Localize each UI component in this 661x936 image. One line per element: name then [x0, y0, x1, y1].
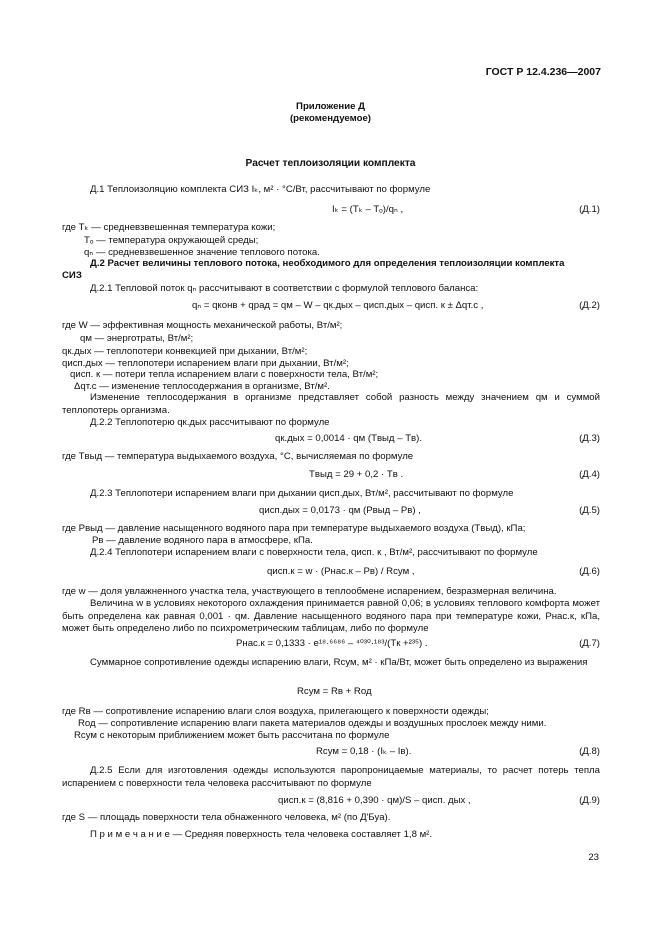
paragraph-change: Изменение теплосодержания в организме представляет собой разность между значением qм и суммой теплопотерь организма.: [62, 392, 600, 416]
formula-rsum: Rсум = Rв + Rод: [297, 686, 372, 697]
where-item: Rод — сопротивление испарению влаги пакета материалов одежды и воздушных прослоек между ними.: [78, 718, 547, 729]
formula-d8: Rсум = 0,18 · (Iₖ – Iв).: [316, 746, 412, 757]
paragraph-tvyd: где Tвыд — температура выдыхаемого воздуха, °C, вычисляемая по формуле: [62, 451, 414, 462]
paragraph-d25: Д.2.5 Если для изготовления одежды используются паропроницаемые материалы, то расчет потерь тепла испарением с поверхности тела человека рассчитывают по формуле: [62, 765, 600, 789]
where-item: Tₒ — температура окружающей среды;: [84, 235, 259, 246]
where-item: Δqт.с — изменение теплосодержания в организме, Вт/м².: [74, 381, 330, 392]
where-item: где Pвыд — давление насыщенного водяного пара при температуре выдыхаемого воздуха (Tвыд), кПа;: [62, 523, 526, 534]
equation-number-d3: (Д.3): [579, 433, 600, 444]
formula-d5: qисп.дых = 0,0173 · qм (Pвыд – Pв) ,: [259, 505, 421, 516]
paragraph-d23: Д.2.3 Теплопотери испарением влаги при дыхании qисп.дых, Вт/м², рассчитывают по формуле: [90, 488, 514, 499]
appendix-title: Приложение Д: [296, 101, 365, 112]
paragraph-d1: Д.1 Теплоизоляцию комплекта СИЗ Iₖ, м² · °C/Вт, рассчитывают по формуле: [90, 184, 431, 195]
where-item: Pв — давление водяного пара в атмосфере, кПа.: [92, 535, 313, 546]
equation-number-d2: (Д.2): [579, 300, 600, 311]
formula-d4: Tвыд = 29 + 0,2 · Tв .: [309, 469, 404, 480]
formula-d1: Iₖ = (Tₖ – Tₒ)/qₙ ,: [332, 204, 404, 215]
heading-d2: Д.2 Расчет величины теплового потока, необходимого для определения теплоизоляции комплекта: [90, 258, 565, 269]
document-header: ГОСТ Р 12.4.236—2007: [485, 66, 601, 78]
paragraph-d24: Д.2.4 Теплопотери испарением влаги с поверхности тела, qисп. к , Вт/м², рассчитывают по формуле: [90, 547, 538, 558]
where-item: Rсум с некоторым приближением может быть рассчитана по формуле: [74, 730, 390, 741]
paragraph-value: Величина w в условиях некоторого охлаждения принимается равной 0,06; в условиях теплового комфорта может быть определена как равная 0,001 · qм. Давление насыщенного водяного пара при температуре кожи, Pнас.к, кПа, может быть определено либо по психрометрическим таблицам, либо по формуле: [62, 598, 600, 634]
formula-d6: qисп.к = w · (Pнас.к – Pв) / Rсум ,: [267, 566, 415, 577]
paragraph-d22: Д.2.2 Теплопотерю qк.дых рассчитывают по формуле: [90, 417, 330, 428]
formula-d9: qисп.к = (8,816 + 0,390 · qм)/S – qисп. дых ,: [278, 795, 471, 806]
note: П р и м е ч а н и е — Средняя поверхность тела человека составляет 1,8 м².: [90, 829, 433, 840]
equation-number-d1: (Д.1): [579, 204, 600, 215]
where-item: qк.дых — теплопотери конвекцией при дыхании, Вт/м²;: [62, 346, 308, 357]
section-title: Расчет теплоизоляции комплекта: [245, 158, 416, 169]
equation-number-d8: (Д.8): [579, 746, 600, 757]
where-item: qисп. к — потери тепла испарением влаги с поверхности тела, Вт/м²;: [70, 369, 379, 380]
where-item: где Rв — сопротивление испарению влаги слоя воздуха, прилегающего к поверхности одежды;: [62, 706, 489, 717]
equation-number-d9: (Д.9): [579, 795, 600, 806]
formula-d7: Pнас.к = 0,1333 · e¹⁸·⁶⁶⁸⁶ – ⁴⁰³⁰·¹⁸³/(Tк +²³⁵) .: [236, 638, 428, 649]
appendix-subtitle: (рекомендуемое): [289, 113, 371, 124]
equation-number-d5: (Д.5): [579, 505, 600, 516]
equation-number-d4: (Д.4): [579, 469, 600, 480]
where-item: qисп.дых — теплопотери испарением влаги при дыхании, Вт/м²;: [62, 358, 349, 369]
paragraph-sum: Суммарное сопротивление одежды испарению влаги, Rсум, м² · кПа/Вт, может быть определено из выражения: [90, 657, 588, 668]
where-item: где Tₖ — средневзвешенная температура кожи;: [62, 222, 276, 233]
paragraph-w: где w — доля увлажненного участка тела, участвующего в теплообмене испарением, безразмерная величина.: [62, 586, 557, 597]
heading-d2-cont: СИЗ: [62, 270, 82, 281]
where-item: где W — эффективная мощность механической работы, Вт/м²;: [62, 320, 343, 331]
formula-d3: qк.дых = 0,0014 · qм (Tвыд – Tв).: [275, 433, 423, 444]
where-item: qм — энерготраты, Вт/м²;: [80, 333, 194, 344]
formula-d2: qₙ = qконв + qрад = qм – W – qк.дых – qисп.дых – qисп. к ± Δqт.с ,: [192, 300, 484, 311]
equation-number-d7: (Д.7): [579, 638, 600, 649]
page-number: 23: [588, 852, 599, 863]
paragraph-s: где S — площадь поверхности тела обнаженного человека, м² (по Д'Буа).: [62, 812, 391, 823]
equation-number-d6: (Д.6): [579, 566, 600, 577]
paragraph-d21: Д.2.1 Тепловой поток qₙ рассчитывают в соответствии с формулой теплового баланса:: [90, 283, 479, 294]
where-item: qₙ — средневзвешенное значение теплового потока.: [84, 247, 320, 258]
